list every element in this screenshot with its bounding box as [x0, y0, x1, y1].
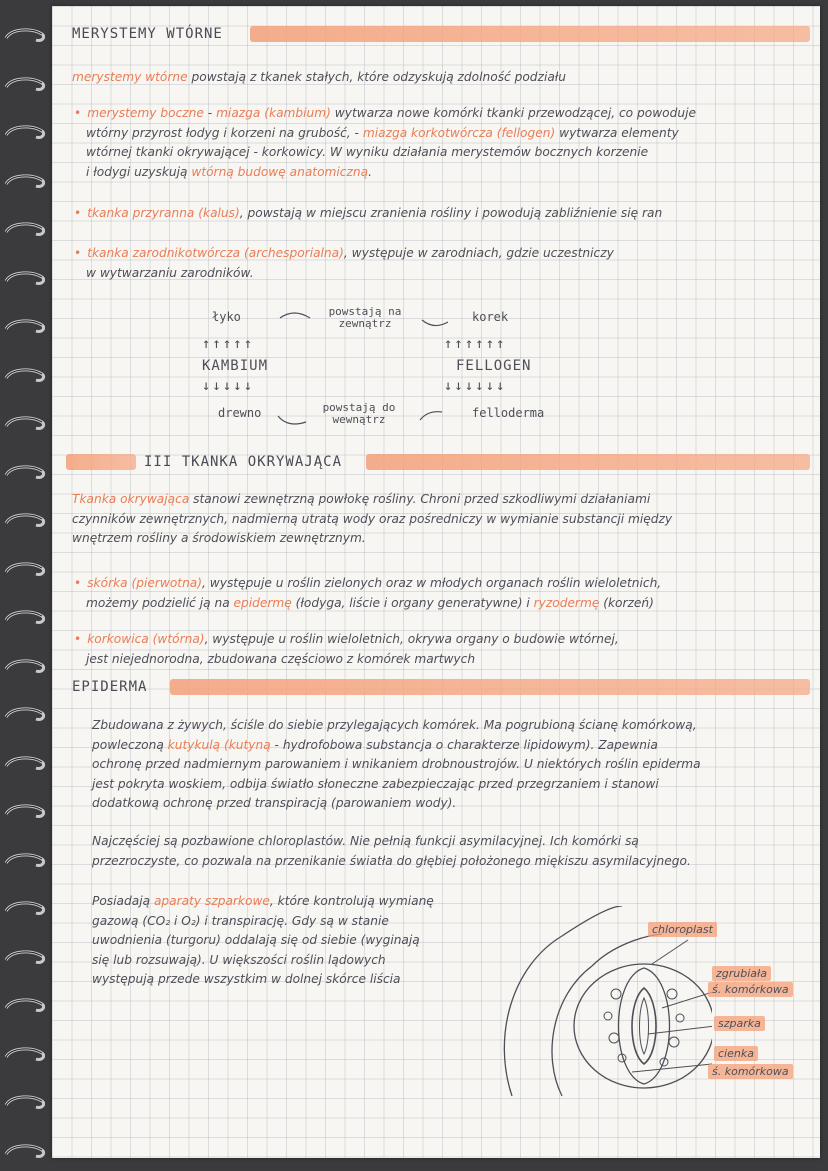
text: , powstają w miejscu zranienia rośliny i powodują zabliźnienie się ran	[239, 206, 663, 220]
term: miazga (kambium)	[216, 106, 331, 120]
spiral-ring	[2, 948, 46, 968]
text: Posiadają	[92, 894, 154, 908]
text: jest pokryta woskiem, odbija światło słoneczne zabezpieczając przed przegrzaniem i stanowi	[92, 776, 659, 791]
spiral-ring	[2, 657, 46, 677]
term: merystemy boczne	[87, 106, 204, 120]
header-highlight	[366, 454, 810, 470]
notebook-page	[52, 6, 820, 1158]
down-arrows-icon: ↓↓↓↓↓↓	[444, 378, 507, 394]
covering-intro	[72, 490, 812, 549]
text: możemy podzielić ją na	[86, 595, 234, 610]
spiral-ring	[2, 414, 46, 434]
cambium-label: KAMBIUM	[202, 358, 269, 374]
term: wtórną budowę anatomiczną	[191, 164, 369, 179]
header-highlight	[170, 679, 810, 695]
phelloderm-label: felloderma	[472, 406, 545, 420]
term: merystemy wtórne	[72, 70, 188, 84]
bullet-dot: •	[74, 106, 82, 120]
epiderma-paragraph-1	[92, 716, 812, 814]
term: ryzodermę	[533, 595, 600, 610]
spiral-ring	[2, 220, 46, 240]
term: epidermę	[233, 595, 292, 610]
spiral-ring	[2, 366, 46, 386]
meristems-intro	[72, 68, 812, 88]
spiral-ring	[2, 851, 46, 871]
text: - hydrofobowa substancja o charakterze lipidowym). Zapewnia	[270, 737, 658, 752]
text: uwodnienia (turgoru) oddalają się od siebie (wyginają	[92, 933, 420, 947]
text: stanowi zewnętrzną powłokę rośliny. Chroni przed szkodliwymi działaniami	[189, 492, 651, 506]
text: (korzeń)	[599, 595, 654, 610]
spiral-ring	[2, 1142, 46, 1162]
text: powleczoną	[92, 737, 168, 752]
term: kutykulą (kutyną	[167, 737, 271, 752]
text: w wytwarzaniu zarodników.	[86, 265, 254, 280]
term: aparaty szparkowe	[153, 894, 270, 908]
text: ochronę przed nadmiernym parowaniem i wnikaniem drobnoustrojów. U niektórych roślin epiderma	[92, 757, 701, 771]
xylem-label: drewno	[218, 406, 262, 420]
spiral-ring	[2, 608, 46, 628]
term: miazga korkotwórcza (fellogen)	[362, 125, 556, 140]
phloem-label: łyko	[212, 310, 241, 324]
header-highlight	[250, 26, 810, 42]
spiral-ring	[2, 560, 46, 580]
text: , występuje w zarodniach, gdzie uczestniczy	[343, 246, 614, 260]
text: występują przede wszystkim w dolnej skórce liścia	[92, 972, 401, 986]
spiral-ring	[2, 802, 46, 822]
text: czynników zewnętrznych, nadmierną utratą wody oraz pośredniczy w wymianie substancji między	[72, 511, 673, 526]
term: tkanka zarodnikotwórcza (archesporialna)	[87, 246, 344, 260]
cork-label: korek	[472, 310, 509, 324]
spiral-ring	[2, 317, 46, 337]
bullet-lateral-meristems	[74, 104, 814, 182]
label-thick-wall: zgrubiała	[712, 966, 771, 981]
text: , występuje u roślin zielonych oraz w młodych organach roślin wieloletnich,	[202, 576, 662, 590]
outward-label: powstają na zewnątrz	[328, 305, 402, 330]
bullet-dot: •	[74, 206, 82, 220]
spiral-ring	[2, 123, 46, 143]
spiral-ring	[2, 996, 46, 1016]
inward-label: powstają do wewnątrz	[322, 401, 396, 426]
spiral-ring	[2, 463, 46, 483]
bullet-archespore	[74, 244, 814, 283]
text: jest niejednorodna, zbudowana częściowo z komórek martwych	[86, 651, 476, 666]
spiral-ring	[2, 705, 46, 725]
header-highlight	[66, 454, 136, 470]
section-heading-covering: III TKANKA OKRYWAJĄCA	[144, 454, 343, 470]
label-thick-wall: ś. komórkowa	[708, 982, 793, 997]
text: wtórnej tkanki okrywającej - korkowicy. W wyniku działania merystemów bocznych korzenie	[86, 145, 649, 159]
term: Tkanka okrywająca	[72, 492, 190, 506]
text: wnętrzem rośliny a środowiskiem zewnętrznym.	[72, 531, 366, 545]
text: powstają z tkanek stałych, które odzyskują zdolność podziału	[191, 70, 567, 84]
spiral-ring	[2, 511, 46, 531]
label-thin-wall: cienka	[714, 1046, 758, 1061]
text: Najczęściej są pozbawione chloroplastów. Nie pełnią funkcji asymilacyjnej. Ich komórki są	[92, 834, 639, 848]
connector-curves-top	[272, 304, 492, 334]
bullet-epidermis	[74, 574, 814, 613]
term: tkanka przyranna (kalus)	[87, 206, 240, 220]
spiral-ring	[2, 75, 46, 95]
bullet-periderm	[74, 630, 814, 669]
spiral-ring	[2, 899, 46, 919]
down-arrows-icon: ↓↓↓↓↓	[202, 378, 255, 394]
section-heading-epiderma: EPIDERMA	[72, 679, 148, 695]
text: -	[203, 106, 217, 120]
text: gazową (CO₂ i O₂) i transpirację. Gdy są w stanie	[92, 913, 389, 928]
text: i łodygi uzyskują	[86, 164, 192, 179]
epiderma-paragraph-2	[92, 832, 812, 871]
spiral-ring	[2, 1045, 46, 1065]
text: Zbudowana z żywych, ściśle do siebie przylegających komórek. Ma pogrubioną ścianę komórkową,	[92, 718, 697, 732]
text: wytwarza nowe komórki tkanki przewodzącej, co powoduje	[330, 106, 696, 120]
phellogen-label: FELLOGEN	[456, 358, 532, 374]
text: wytwarza elementy	[555, 125, 679, 140]
bullet-dot: •	[74, 632, 82, 646]
text: się lub rozsuwają). U większości roślin lądowych	[92, 952, 386, 967]
label-stoma: szparka	[714, 1016, 765, 1031]
bullet-dot: •	[74, 576, 82, 590]
bullet-callus	[74, 204, 814, 224]
term: skórka (pierwotna)	[87, 576, 203, 590]
epiderma-paragraph-3	[92, 892, 502, 990]
spiral-ring	[2, 269, 46, 289]
text: , występuje u roślin wieloletnich, okrywa organy o budowie wtórnej,	[204, 632, 619, 646]
spiral-ring	[2, 754, 46, 774]
text: .	[368, 164, 372, 179]
text: dodatkową ochronę przed transpiracją (parowaniem wody).	[92, 796, 457, 810]
label-chloroplast: chloroplast	[648, 922, 717, 937]
spiral-ring	[2, 26, 46, 46]
term: korkowica (wtórna)	[87, 632, 205, 646]
text: (łodyga, liście i organy generatywne) i	[291, 595, 534, 610]
bullet-dot: •	[74, 246, 82, 260]
up-arrows-icon: ↑↑↑↑↑	[202, 336, 255, 352]
text: przezroczyste, co pozwala na przenikanie światła do głębiej położonego miękiszu asymilacyjnego.	[92, 853, 691, 868]
text: , które kontrolują wymianę	[269, 894, 434, 908]
spiral-ring	[2, 172, 46, 192]
spiral-ring	[2, 1093, 46, 1113]
section-heading-meristems: MERYSTEMY WTÓRNE	[72, 26, 223, 42]
up-arrows-icon: ↑↑↑↑↑↑	[444, 336, 507, 352]
text: wtórny przyrost łodyg i korzeni na grubość, -	[86, 125, 363, 140]
label-thin-wall: ś. komórkowa	[708, 1064, 793, 1079]
connector-curves-bottom	[272, 402, 492, 432]
